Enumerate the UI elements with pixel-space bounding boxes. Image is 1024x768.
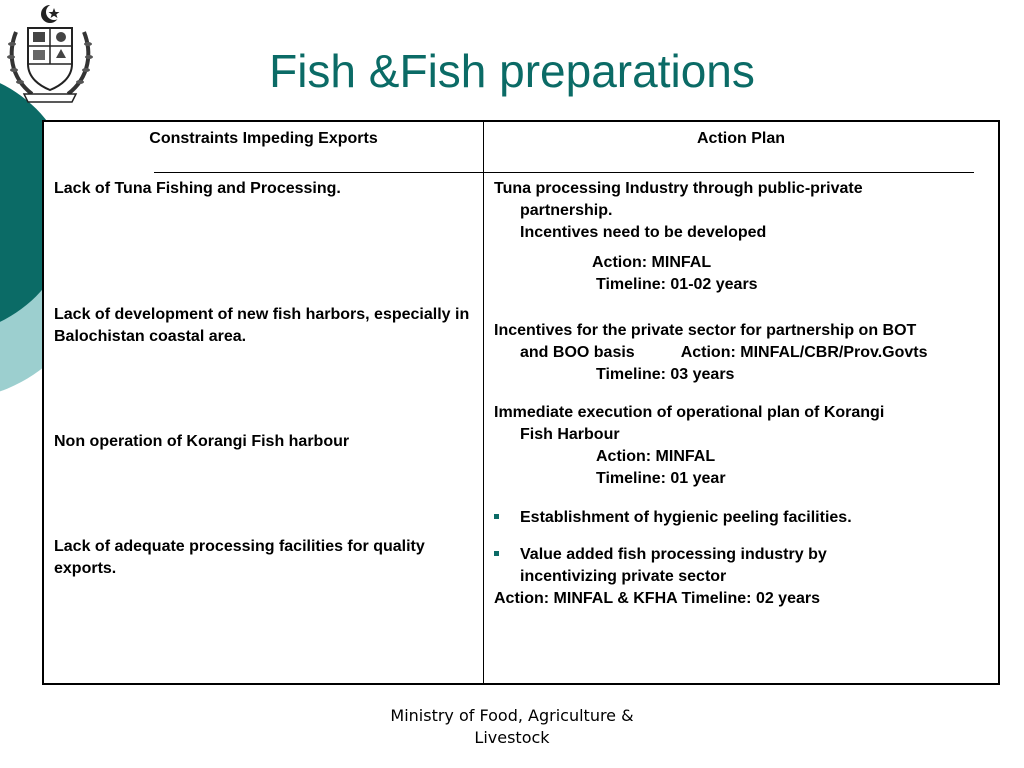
constraints-action-table [42, 120, 1000, 685]
action-text: Tuna processing Industry through public-private [494, 180, 863, 197]
action-text: Incentives need to be developed [520, 224, 767, 241]
constraint-item: Lack of adequate processing facilities for quality exports. [54, 538, 425, 577]
action-text: partnership. [520, 202, 613, 219]
action-korangi [494, 402, 989, 490]
constraint-item: Lack of Tuna Fishing and Processing. [54, 180, 341, 197]
action-plan-column [494, 122, 989, 683]
bullet-item [494, 544, 989, 610]
footer-line: Ministry of Food, Agriculture & [390, 706, 634, 725]
action-timeline: Timeline: 01-02 years [596, 276, 758, 293]
square-bullet-icon [494, 514, 499, 519]
header-action-plan: Action Plan [696, 130, 785, 147]
page-title: Fish &Fish preparations [269, 45, 755, 97]
action-timeline: Timeline: 01 year [596, 470, 726, 487]
action-timeline: Timeline: 02 years [681, 590, 820, 607]
action-owner: Action: MINFAL [596, 448, 716, 465]
square-bullet-icon [494, 551, 499, 556]
action-owner: Action: MINFAL & KFHA [494, 590, 678, 607]
header-constraints: Constraints Impeding Exports [149, 130, 378, 147]
action-text: Immediate execution of operational plan of Korangi [494, 404, 885, 421]
column-divider [483, 122, 484, 683]
action-text: Incentives for the private sector for partnership on BOT [494, 322, 917, 339]
action-text: Fish Harbour [520, 426, 620, 443]
action-owner: Action: MINFAL/CBR/Prov.Govts [680, 344, 928, 361]
bullet-text: incentivizing private sector [520, 568, 727, 585]
constraint-item: Lack of development of new fish harbors, especially in Balochistan coastal area. [54, 306, 470, 345]
action-owner: Action: MINFAL [592, 254, 712, 271]
action-text [494, 342, 989, 364]
bullet-text: Establishment of hygienic peeling facilities. [520, 509, 852, 526]
constraint-item: Non operation of Korangi Fish harbour [54, 433, 350, 450]
action-timeline: Timeline: 03 years [596, 366, 735, 383]
footer [370, 705, 654, 749]
action-text: and BOO basis [520, 344, 635, 361]
action-tuna [494, 178, 989, 296]
bullet-item [494, 507, 989, 529]
action-incentives [494, 320, 989, 386]
footer-line: Livestock [474, 728, 550, 747]
bullet-text: Value added fish processing industry by [520, 546, 827, 563]
